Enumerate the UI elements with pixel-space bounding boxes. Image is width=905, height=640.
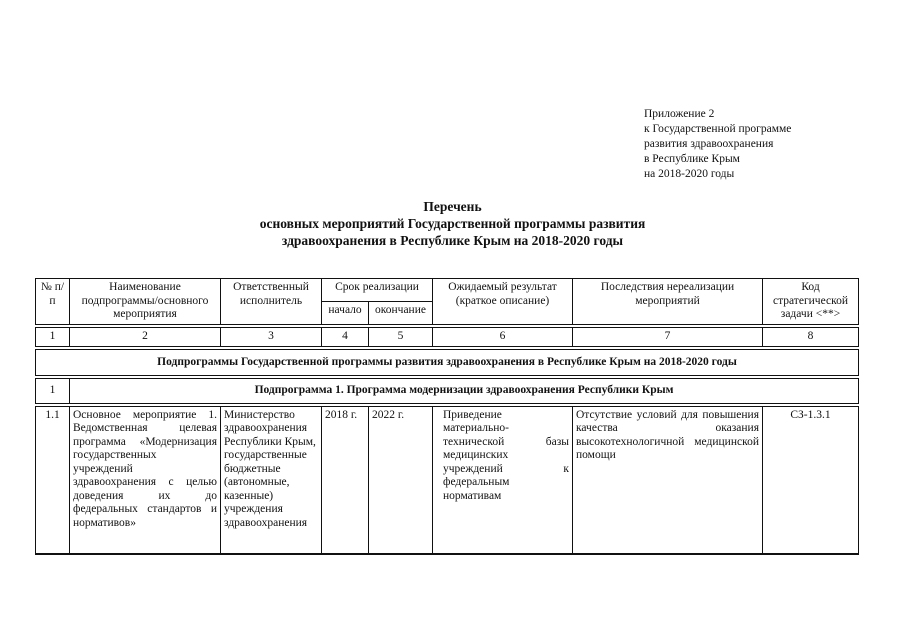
header-executor: Ответственный исполнитель	[221, 279, 322, 325]
row-executor: Министерство здравоохранения Республики Крым, государственные бюджетные (автономные, казенные) учреждения здравоохранения	[221, 406, 322, 554]
header-consequences: Последствия нереализации мероприятий	[573, 279, 763, 325]
table-row	[36, 406, 859, 554]
title-line: здравоохранения в Республике Крым на 2018-2020 годы	[281, 233, 624, 248]
col-number: 4	[322, 327, 369, 346]
col-number: 3	[221, 327, 322, 346]
document-title	[0, 198, 905, 249]
section-title: Подпрограммы Государственной программы развития здравоохранения в Республике Крым на 2018-2020 годы	[36, 349, 859, 376]
column-numbers-row	[36, 327, 859, 346]
col-number: 5	[369, 327, 433, 346]
row-start: 2018 г.	[322, 406, 369, 554]
header-result: Ожидаемый результат (краткое описание)	[433, 279, 573, 325]
header-num: № п/п	[36, 279, 70, 325]
subprogram-num: 1	[36, 379, 70, 404]
measures-table	[35, 278, 859, 555]
appendix-line: к Государственной программе	[644, 123, 792, 135]
row-consequences: Отсутствие условий для повышения качества оказания высокотехнологичной медицинской помощи	[573, 406, 763, 554]
header-end: окончание	[369, 301, 433, 324]
header-start: начало	[322, 301, 369, 324]
header-period: Срок реализации	[322, 279, 433, 302]
subprogram-row	[36, 379, 859, 404]
appendix-line: на 2018-2020 годы	[644, 168, 735, 180]
title-line: основных мероприятий Государственной программы развития	[259, 216, 646, 231]
col-number: 1	[36, 327, 70, 346]
col-number: 2	[70, 327, 221, 346]
col-number: 7	[573, 327, 763, 346]
row-result: Приведение материально-технической базы медицинских учреждений к федеральным нормативам	[433, 406, 573, 554]
row-end: 2022 г.	[369, 406, 433, 554]
appendix-line: Приложение 2	[644, 108, 715, 120]
section-row	[36, 349, 859, 376]
header-code: Код стратегической задачи <**>	[763, 279, 859, 325]
title-line: Перечень	[423, 199, 482, 214]
appendix-block	[644, 107, 791, 182]
col-number: 8	[763, 327, 859, 346]
subprogram-title: Подпрограмма 1. Программа модернизации здравоохранения Республики Крым	[70, 379, 859, 404]
row-name: Основное мероприятие 1. Ведомственная целевая программа «Модернизация государственных учреждений здравоохранения с целью доведения их до федеральных стандартов и нормативов»	[70, 406, 221, 554]
header-name: Наименование подпрограммы/основного мероприятия	[70, 279, 221, 325]
row-code: СЗ-1.3.1	[763, 406, 859, 554]
appendix-line: развития здравоохранения	[644, 138, 774, 150]
row-num: 1.1	[36, 406, 70, 554]
appendix-line: в Республике Крым	[644, 153, 740, 165]
col-number: 6	[433, 327, 573, 346]
header-row	[36, 279, 859, 302]
